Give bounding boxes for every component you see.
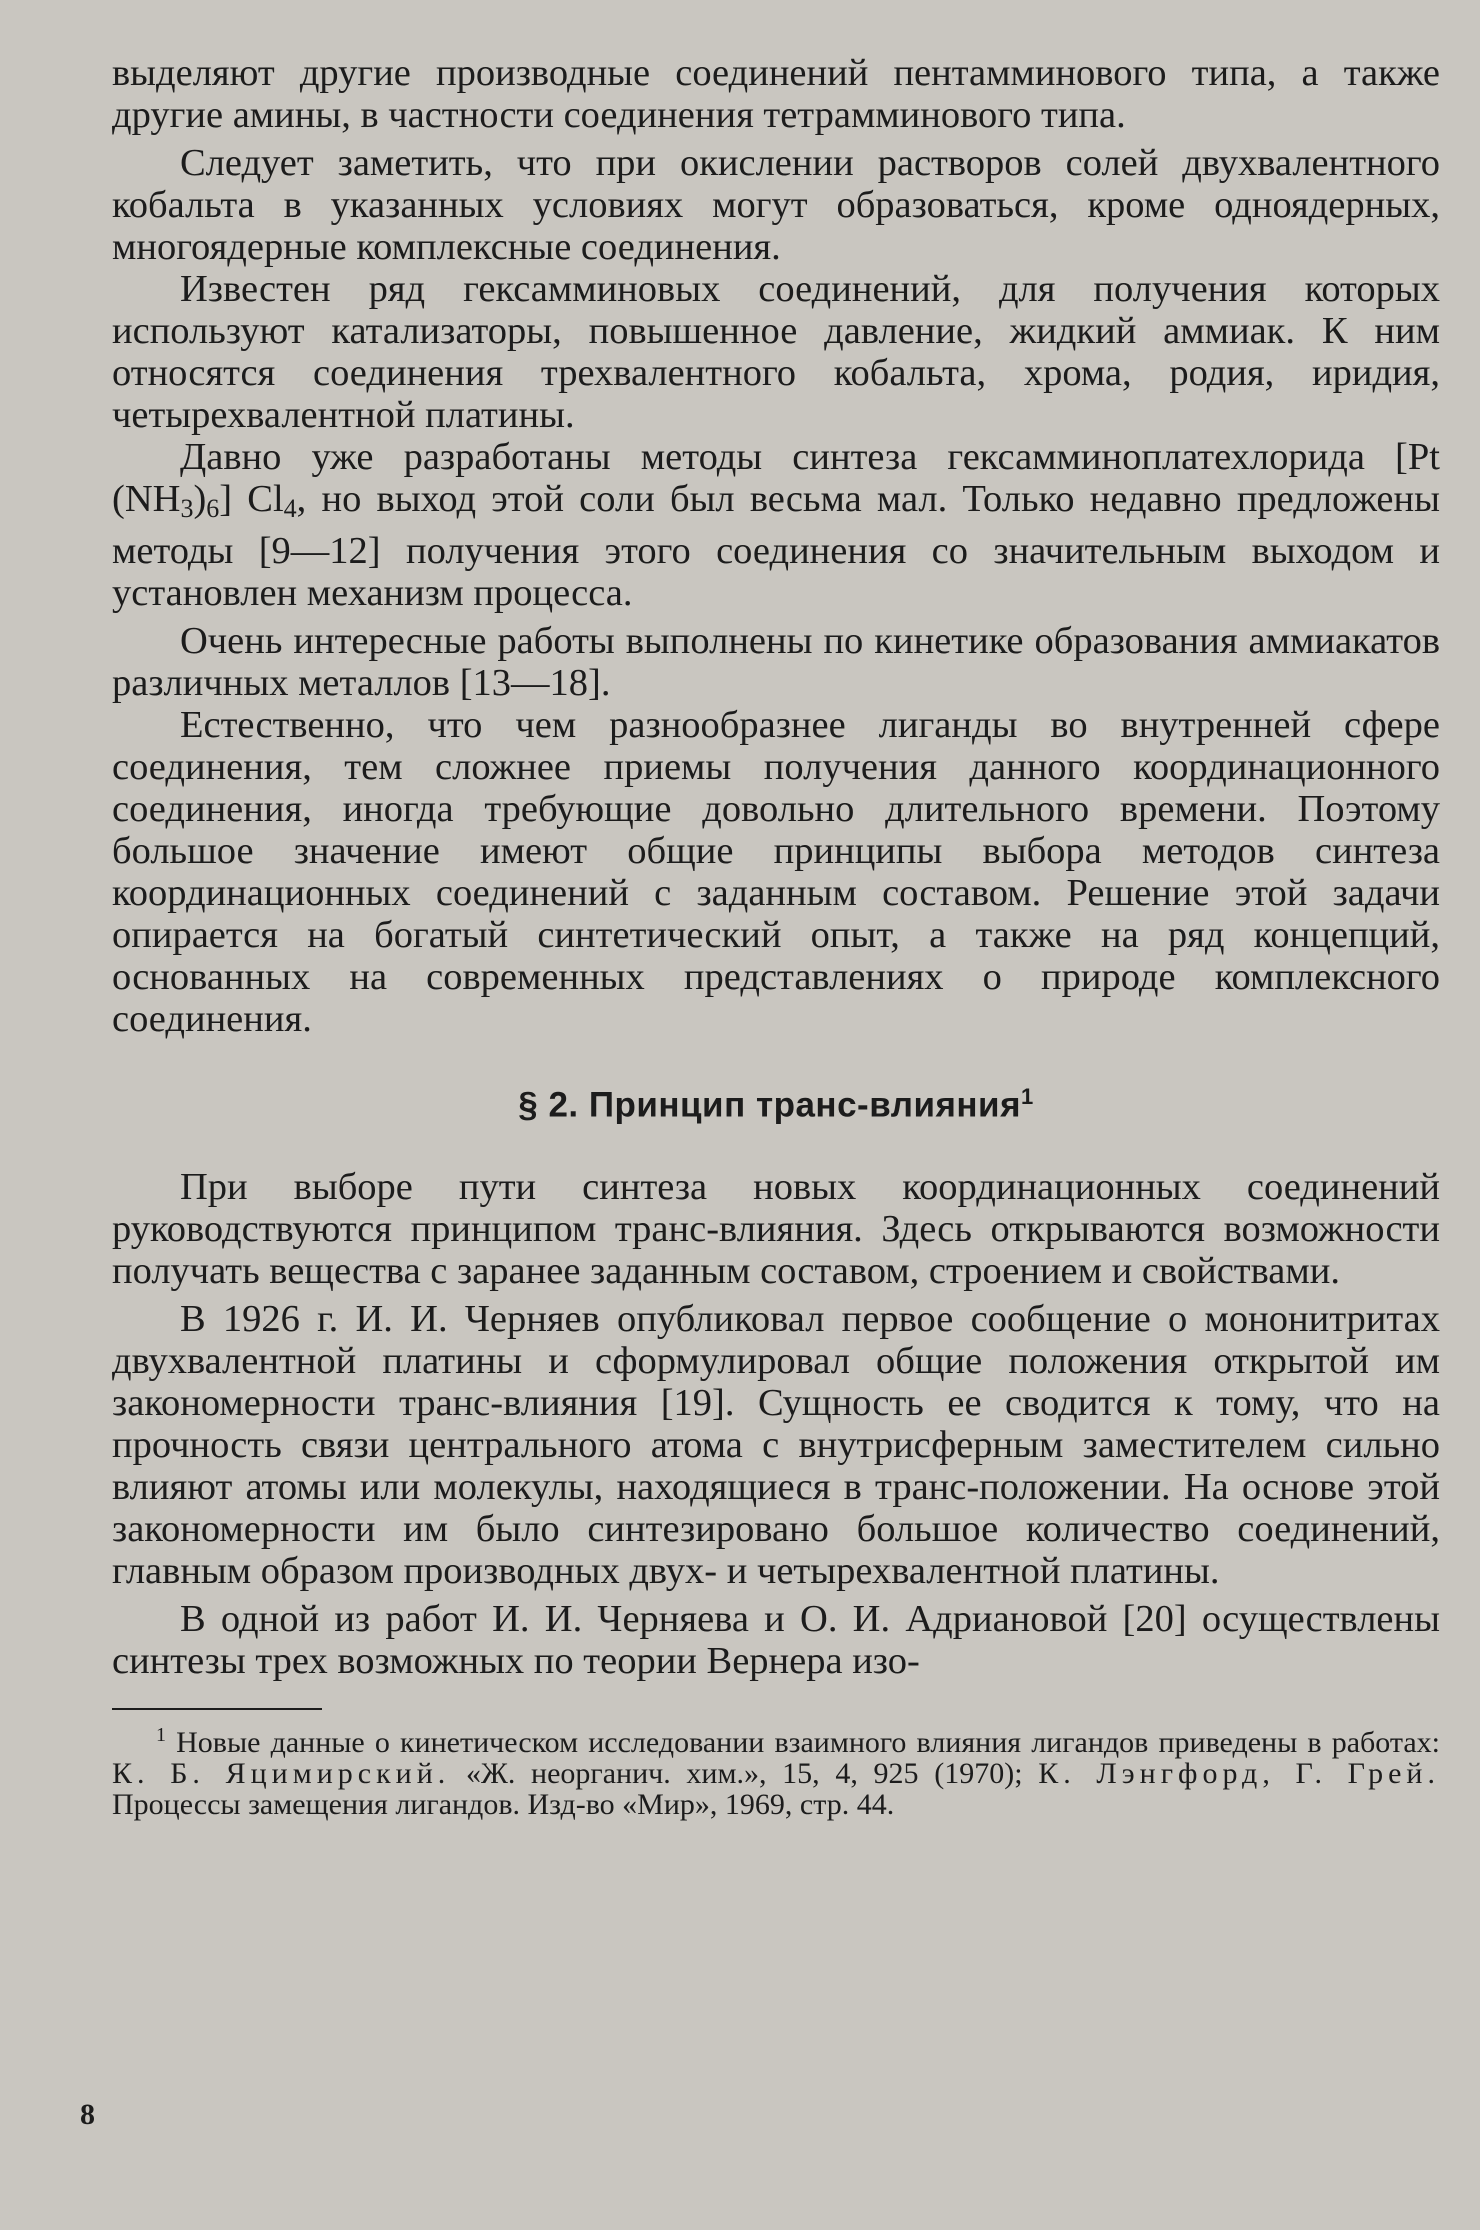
- paragraph-hexammine: Известен ряд гексамминовых соединений, для получения которых используют катализаторы, повышенное давление, жидкий аммиак. К ним относятся соединения трехвалентного кобальта, хрома, родия, иридия, четырехвалентной платины.: [112, 268, 1440, 436]
- footnote: $^1$ Новые данные о кинетическом исследовании взаимного влияния лигандов приведены в работах: К. Б. Яцимирский. «Ж. неорганич. хим.», 15, 4, 925 (1970); К. Лэнгфорд, Г. Грей. Процессы замещения лигандов. Изд-во «Мир», 1969, стр. 44.: [112, 1723, 1441, 1821]
- page-number: 8: [80, 2098, 95, 2131]
- footnote-marker: 1: [1021, 1084, 1034, 1109]
- paragraph-continued: выделяют другие производные соединений пентамминового типа, а также другие амины, в частности соединения тетрамминового типа.: [112, 52, 1440, 136]
- footnote-divider: [112, 1708, 322, 1710]
- main-text: [112, 52, 1440, 1820]
- paragraph-trans-principle: При выборе пути синтеза новых координационных соединений руководствуются принципом транс-влияния. Здесь открываются возможности получать вещества с заранее заданным составом, строением и свойствами.: [112, 1165, 1440, 1292]
- paragraph-hexammineplatinum: Давно уже разработаны методы синтеза гексамминоплатехлорида [Pt $(NH_3)_6$] $Cl_4$, но выход этой соли был весьма мал. Только недавно предложены методы [9—12] получения этого соединения со значительным выходом и установлен механизм процесса.: [112, 436, 1440, 614]
- paragraph-chernyaev: В 1926 г. И. И. Черняев опубликовал первое сообщение о мононитритах двухвалентной платины и сформулировал общие положения открытой им закономерности транс-влияния [19]. Сущность ее сводится к тому, что на прочность связи центрального атома с внутрисферным заместителем сильно влияют атомы или молекулы, находящиеся в транс-положении. На основе этой закономерности им было синтезировано большое количество соединений, главным образом производных двух- и четырехвалентной платины.: [112, 1297, 1440, 1592]
- paragraph-cobalt-oxidation: Следует заметить, что при окислении растворов солей двухвалентного кобальта в указанных условиях могут образоваться, кроме одноядерных, многоядерные комплексные соединения.: [112, 142, 1440, 268]
- paragraph-kinetics: Очень интересные работы выполнены по кинетике образования аммиакатов различных металлов [13—18].: [112, 620, 1440, 704]
- paragraph-ligands: Естественно, что чем разнообразнее лиганды во внутренней сфере соединения, тем сложнее приемы получения данного координационного соединения, иногда требующие довольно длительного времени. Поэтому большое значение имеют общие принципы выбора методов синтеза координационных соединений с заданным составом. Решение этой задачи опирается на богатый синтетический опыт, а также на ряд концепций, основанных на современных представлениях о природе комплексного соединения.: [112, 704, 1440, 1040]
- section-heading: § 2. Принцип транс-влияния$^1$: [518, 1084, 1034, 1125]
- paragraph-adrianova: В одной из работ И. И. Черняева и О. И. Адриановой [20] осуществлены синтезы трех возможных по теории Вернера изо-: [112, 1597, 1440, 1682]
